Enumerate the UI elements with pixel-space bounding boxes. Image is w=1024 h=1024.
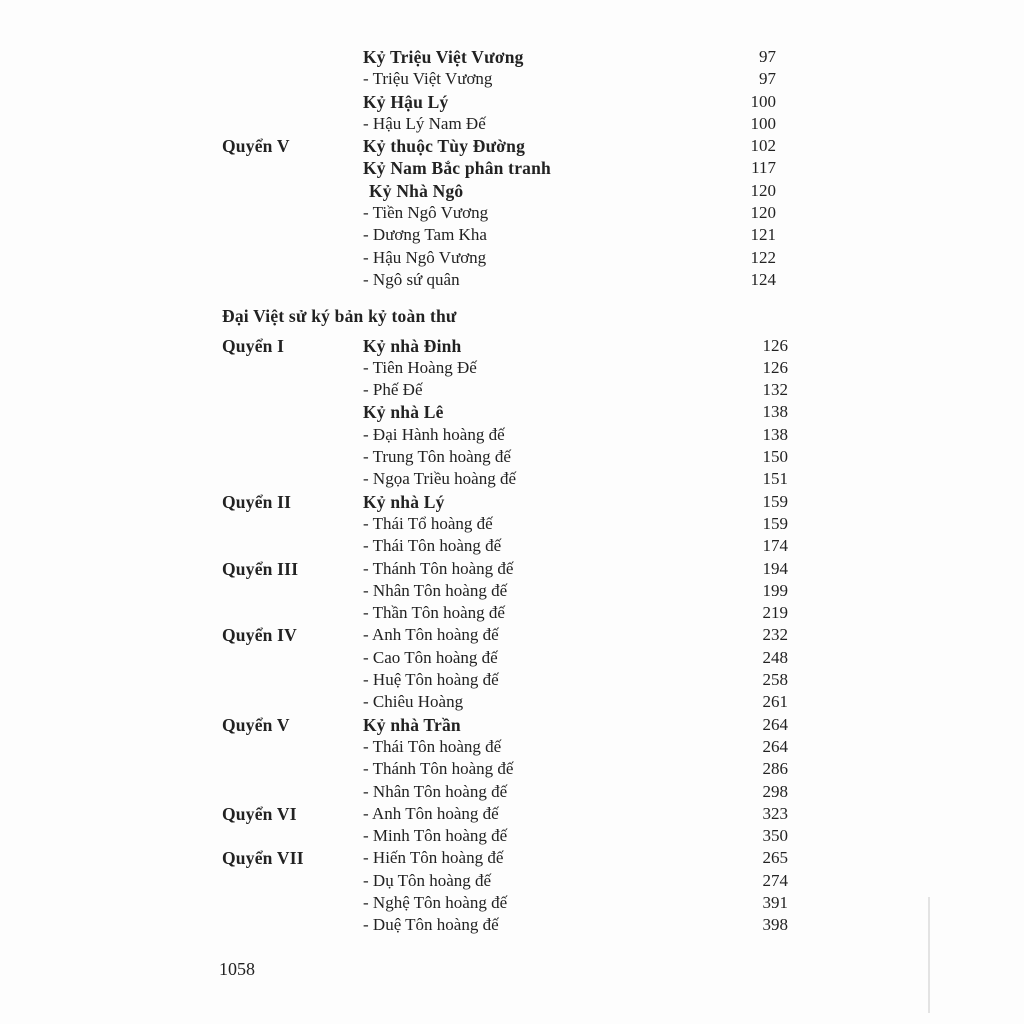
toc-section [222, 46, 788, 291]
toc-page-number: 102 [750, 136, 776, 156]
toc-entry-title: - Đại Hành hoàng đế [363, 424, 505, 444]
toc-page-number: 132 [762, 380, 788, 400]
toc-entry-title: Kỷ Nam Bắc phân tranh [363, 158, 551, 179]
toc-entry-title: - Trung Tôn hoàng đế [363, 447, 511, 467]
toc-entry-title: - Anh Tôn hoàng đế [363, 803, 499, 823]
toc-entry-title: - Ngô sứ quân [363, 269, 460, 289]
toc-page-number: 265 [762, 848, 788, 868]
toc-page-number: 174 [762, 536, 788, 556]
toc-volume-label [222, 224, 363, 246]
toc-page-number: 298 [762, 781, 788, 801]
toc-row [222, 558, 788, 580]
toc-volume-label [222, 113, 363, 135]
book-page-number: 1058 [219, 959, 255, 979]
toc-entry-title: - Nhân Tôn hoàng đế [363, 781, 508, 801]
toc-row [222, 647, 788, 669]
toc-page-number: 264 [762, 736, 788, 756]
toc-section [222, 305, 788, 936]
toc-section-heading: Đại Việt sử ký bản kỷ toàn thư [222, 306, 457, 327]
toc-entry-title: - Cao Tôn hoàng đế [363, 647, 498, 667]
toc-volume-label [222, 781, 363, 803]
toc-page-number: 258 [762, 670, 788, 690]
toc-entry-title: Kỷ Triệu Việt Vương [363, 47, 524, 67]
toc-row [222, 691, 788, 713]
toc-entry-title: Kỷ Nhà Ngô [369, 180, 464, 201]
toc-page-number: 219 [762, 603, 788, 623]
toc-row [222, 758, 788, 780]
toc-volume-label [222, 758, 363, 780]
toc-page-number: 120 [750, 180, 776, 200]
toc-entry-title: - Thánh Tôn hoàng đế [363, 558, 514, 578]
toc-entry-title: - Thái Tổ hoàng đế [363, 513, 493, 533]
toc-volume-label [222, 157, 363, 179]
toc-page-number: 117 [751, 158, 776, 178]
toc-page-number: 264 [762, 714, 788, 734]
toc-row [222, 513, 788, 535]
toc-entry-title: - Hậu Ngô Vương [363, 247, 487, 267]
toc-row [222, 580, 788, 602]
toc-row [222, 781, 788, 803]
toc-page-number: 194 [762, 558, 788, 578]
toc-volume-label [222, 202, 363, 224]
table-of-contents [222, 46, 788, 937]
toc-volume-label: Quyển V [222, 714, 290, 735]
toc-row [222, 736, 788, 758]
toc-page-number: 138 [762, 402, 788, 422]
toc-volume-label [222, 914, 363, 936]
toc-row [222, 202, 788, 224]
toc-entry-title: - Hiến Tôn hoàng đế [363, 848, 504, 868]
toc-row [222, 446, 788, 468]
toc-row [222, 180, 788, 202]
toc-row [222, 335, 788, 357]
toc-page-number: 323 [762, 803, 788, 823]
toc-page-number: 350 [762, 826, 788, 846]
toc-row [222, 135, 788, 157]
toc-row [222, 379, 788, 401]
toc-entry-title: - Dụ Tôn hoàng đế [363, 870, 492, 890]
toc-volume-label: Quyển III [222, 558, 299, 579]
toc-page-number: 159 [762, 491, 788, 511]
toc-volume-label [222, 825, 363, 847]
toc-entry-title: - Phế Đế [363, 380, 423, 400]
toc-volume-label [222, 580, 363, 602]
toc-page-number: 151 [762, 469, 788, 489]
toc-entry-title: - Chiêu Hoàng [363, 692, 464, 712]
toc-row [222, 468, 788, 490]
toc-volume-label [222, 535, 363, 557]
toc-entry-title: - Tiền Ngô Vương [363, 203, 489, 223]
toc-entry-title: Kỷ nhà Đinh [363, 335, 462, 356]
scan-artifact-line [928, 897, 930, 1013]
toc-row [222, 892, 788, 914]
toc-entry-title: - Thần Tôn hoàng đế [363, 603, 505, 623]
toc-volume-label [222, 269, 363, 291]
toc-row [222, 46, 788, 68]
toc-volume-label [222, 736, 363, 758]
toc-page-number: 126 [762, 357, 788, 377]
toc-entry-title: - Thánh Tôn hoàng đế [363, 759, 514, 779]
toc-entry-title: Kỷ nhà Lý [363, 491, 445, 512]
toc-row [222, 491, 788, 513]
toc-volume-label: Quyển II [222, 491, 292, 512]
toc-entry-title: Kỷ thuộc Tùy Đường [363, 136, 526, 157]
toc-entry-title: - Ngọa Triều hoàng đế [363, 469, 516, 489]
toc-entry-title: - Triệu Việt Vương [363, 69, 493, 89]
toc-volume-label [222, 892, 363, 914]
toc-page-number: 159 [762, 513, 788, 533]
toc-volume-label [222, 180, 363, 202]
toc-entry-title: - Anh Tôn hoàng đế [363, 625, 499, 645]
toc-volume-label: Quyển IV [222, 625, 298, 646]
toc-volume-label: Quyển I [222, 335, 285, 356]
toc-entry-title: - Nhân Tôn hoàng đế [363, 580, 508, 600]
toc-page-number: 199 [762, 580, 788, 600]
toc-row [222, 113, 788, 135]
toc-entry-title: Kỷ Hậu Lý [363, 91, 449, 112]
toc-volume-label: Quyển V [222, 136, 290, 157]
toc-volume-label [222, 46, 363, 68]
toc-page-number: 391 [762, 892, 788, 912]
toc-row [222, 602, 788, 624]
toc-page-number: 97 [759, 69, 776, 89]
toc-volume-label [222, 68, 363, 90]
toc-volume-label [222, 647, 363, 669]
toc-row [222, 825, 788, 847]
toc-entry-title: - Minh Tôn hoàng đế [363, 826, 508, 846]
toc-page-number: 120 [750, 203, 776, 223]
toc-entry-title: - Hậu Lý Nam Đế [363, 113, 486, 133]
toc-page-number: 100 [750, 113, 776, 133]
toc-row [222, 847, 788, 869]
toc-row [222, 424, 788, 446]
toc-volume-label [222, 401, 363, 423]
toc-row [222, 535, 788, 557]
toc-row [222, 157, 788, 179]
toc-row [222, 224, 788, 246]
toc-volume-label [222, 669, 363, 691]
toc-entry-title: - Thái Tôn hoàng đế [363, 536, 502, 556]
toc-entry-title: - Tiên Hoàng Đế [363, 357, 477, 377]
toc-volume-label [222, 602, 363, 624]
toc-page-number: 248 [762, 647, 788, 667]
toc-entry-title: - Huệ Tôn hoàng đế [363, 670, 499, 690]
toc-volume-label: Quyển VII [222, 848, 304, 869]
toc-page-number: 286 [762, 759, 788, 779]
toc-volume-label [222, 247, 363, 269]
toc-volume-label [222, 513, 363, 535]
toc-page-number: 121 [750, 225, 776, 245]
toc-page-number: 232 [762, 625, 788, 645]
toc-row [222, 624, 788, 646]
toc-row [222, 68, 788, 90]
toc-entry-title: Kỷ nhà Lê [363, 402, 444, 423]
toc-volume-label: Quyển VI [222, 803, 297, 824]
toc-row [222, 91, 788, 113]
toc-row [222, 401, 788, 423]
toc-row [222, 714, 788, 736]
toc-volume-label [222, 691, 363, 713]
toc-entry-title: - Dương Tam Kha [363, 225, 487, 245]
toc-row [222, 803, 788, 825]
toc-page-number: 122 [750, 247, 776, 267]
toc-page-number: 126 [762, 335, 788, 355]
toc-entry-title: - Duệ Tôn hoàng đế [363, 915, 499, 935]
toc-page-number: 150 [762, 447, 788, 467]
toc-row [222, 669, 788, 691]
toc-volume-label [222, 446, 363, 468]
toc-page-number: 261 [762, 692, 788, 712]
toc-volume-label [222, 424, 363, 446]
toc-page-number: 124 [750, 269, 776, 289]
toc-page-number: 274 [762, 870, 788, 890]
toc-entry-title: - Thái Tôn hoàng đế [363, 736, 502, 756]
toc-row [222, 870, 788, 892]
toc-volume-label [222, 379, 363, 401]
toc-volume-label [222, 91, 363, 113]
toc-volume-label [222, 357, 363, 379]
toc-row [222, 914, 788, 936]
toc-row [222, 357, 788, 379]
toc-entry-title: Kỷ nhà Trần [363, 714, 461, 735]
toc-volume-label [222, 870, 363, 892]
toc-row [222, 269, 788, 291]
toc-page-number: 398 [762, 915, 788, 935]
toc-page-number: 138 [762, 424, 788, 444]
toc-entry-title: - Nghệ Tôn hoàng đế [363, 892, 508, 912]
toc-page-number: 100 [750, 91, 776, 111]
toc-volume-label [222, 468, 363, 490]
toc-row [222, 247, 788, 269]
toc-page-number: 97 [759, 47, 776, 66]
